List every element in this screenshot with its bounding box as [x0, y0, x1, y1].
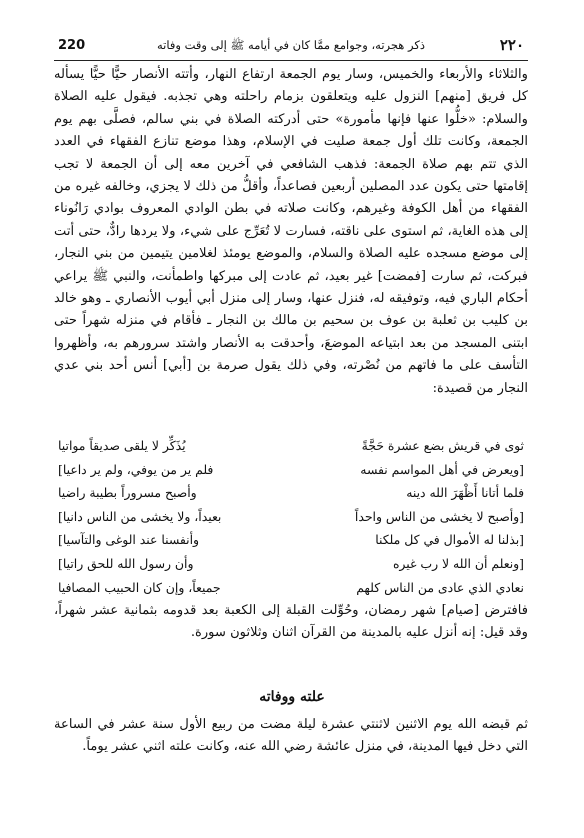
poem-verse: [58, 576, 524, 600]
verse-hemistich-first: [وأصبح لا يخشى من الناس واحداً: [354, 508, 524, 524]
verse-hemistich-first: نعادي الذي عادى من الناس كلهم: [356, 579, 524, 595]
closing-paragraph: [54, 714, 528, 759]
verse-hemistich-first: [بذلنا له الأموال في كل ملكنا: [375, 532, 524, 548]
running-title: ذكر هجرته، وجوامع ممَّا كان في أيامه ﷺ إلى وقت وفاته: [157, 38, 425, 52]
paragraph-text: فافترض [صيام] شهر رمضان، وحُوِّلت القبلة إلى الكعبة بعد قدومه بثمانية عشر شهراً، وقد قيل: إنه أنزل عليه بالمدينة من القرآن اثنان وثلاثون سورة.: [54, 603, 528, 641]
verse-hemistich-second: يُذَكِّر لا يلقى صديقاً مواتيا: [58, 438, 186, 453]
poem-verse: [58, 434, 524, 458]
page-number-latin: 220: [58, 38, 86, 53]
poem-verse: [58, 481, 524, 505]
verse-hemistich-second: فلم ير من يوفي، ولم ير داعيا]: [58, 461, 214, 477]
verse-hemistich-second: وأصبح مسروراً بطيبة راضيا: [58, 485, 197, 501]
paragraph-text: ثم قبضه الله يوم الاثنين لاثنتي عشرة ليلة مضت من ربيع الأول سنة عشر في الساعة التي دخل فيها المدينة، في منزل عائشة رضي الله عنه، وكانت علته اثني عشر يوماً.: [54, 717, 528, 755]
poem-verse: [58, 552, 524, 576]
poem-verse: [58, 458, 524, 482]
verse-hemistich-second: وأن رسول الله للحق راتيا]: [58, 555, 194, 571]
verse-hemistich-first: ثوى في قريش بضع عشرة حَجَّةً: [361, 438, 524, 453]
paragraph-text: والثلاثاء والأربعاء والخميس، وسار يوم الجمعة ارتفاع النهار، وأتته الأنصار حيًّا حيًّا يسأله كل فريق [منهم] النزول عليه ويتعلقون بزمام راحلته وهي تجذبه. فيقول عليه الصلاة والسلام: «خلُّوا عنها فإنها مأمورة» حتى أدركته الصلاة في بني سالم، فصلَّى بهم يوم الجمعة، وكانت تلك أول جمعة صليت في الإسلام، وهذا موضع تنازع الفقهاء في العدد الذي تتم بهم صلاة الجمعة: فذهب الشافعي في آخرين معه إلى أن الجمعة لا تجب إقامتها حتى يكون عدد المصلين أربعين فصاعداً، وأقلُّ من ذلك لا يجزي، وخالفه غيره من الفقهاء من أهل الكوفة وغيرهم، وكانت صلاته في بطن الوادي المعروف بوادي رَانُوناء إلى هذه الغاية، ثم استوى على ناقته، فسارت لا تُعَرِّج على شيء، ولا يردها رادٌّ، حتى أتت إلى موضع مسجده عليه الصلاة والسلام، والموضع يومئذ لغلامين يتيمين من بني النجار، فبركت، ثم سارت [فمضت] غير بعيد، ثم عادت إلى مبركها واطمأنت، والنبي ﷺ يراعي أحكام الباري فيه، وتوفيقه له، فنزل عنها، وسار إلى منزل أبي أيوب الأنصاري ـ وهو خالد بن كليب بن ثعلبة بن عوف بن سحيم بن مالك بن النجار ـ فأقام في منزله شهراً حتى ابتنى المسجد من بعد ابتياعه الموضعَ، وأحدقت به الأنصار واشتد سرورهم به، وأظهروا التأسف على ما فاتهم من نُصْرته، وفي ذلك يقول صرمة بن [أبي] أنس أحد بني عدي النجار من قصيدة:: [54, 67, 528, 396]
page-header: [54, 32, 528, 61]
verse-hemistich-second: بعيداً، ولا يخشى من الناس دانيا]: [58, 508, 222, 524]
page-number-arabic: ٢٢٠: [499, 36, 524, 54]
verse-hemistich-second: وأنفسنا عند الوغى والتآسيا]: [58, 532, 200, 548]
after-poem-paragraph: [54, 600, 528, 645]
verse-hemistich-first: [ويعرض في أهل المواسم نفسه: [360, 461, 524, 477]
main-paragraph: [54, 64, 528, 400]
verse-hemistich-first: [ونعلم أن الله لا رب غيره: [392, 555, 524, 571]
poem-verse: [58, 505, 524, 529]
poem: [58, 434, 524, 599]
verse-hemistich-first: فلما أتانا أَظْهَرَ الله دينه: [406, 485, 524, 501]
section-heading: علته ووفاته: [259, 689, 325, 705]
poem-verse: [58, 528, 524, 552]
verse-hemistich-second: جميعاً، وإن كان الحبيب المصافيا: [58, 579, 221, 595]
